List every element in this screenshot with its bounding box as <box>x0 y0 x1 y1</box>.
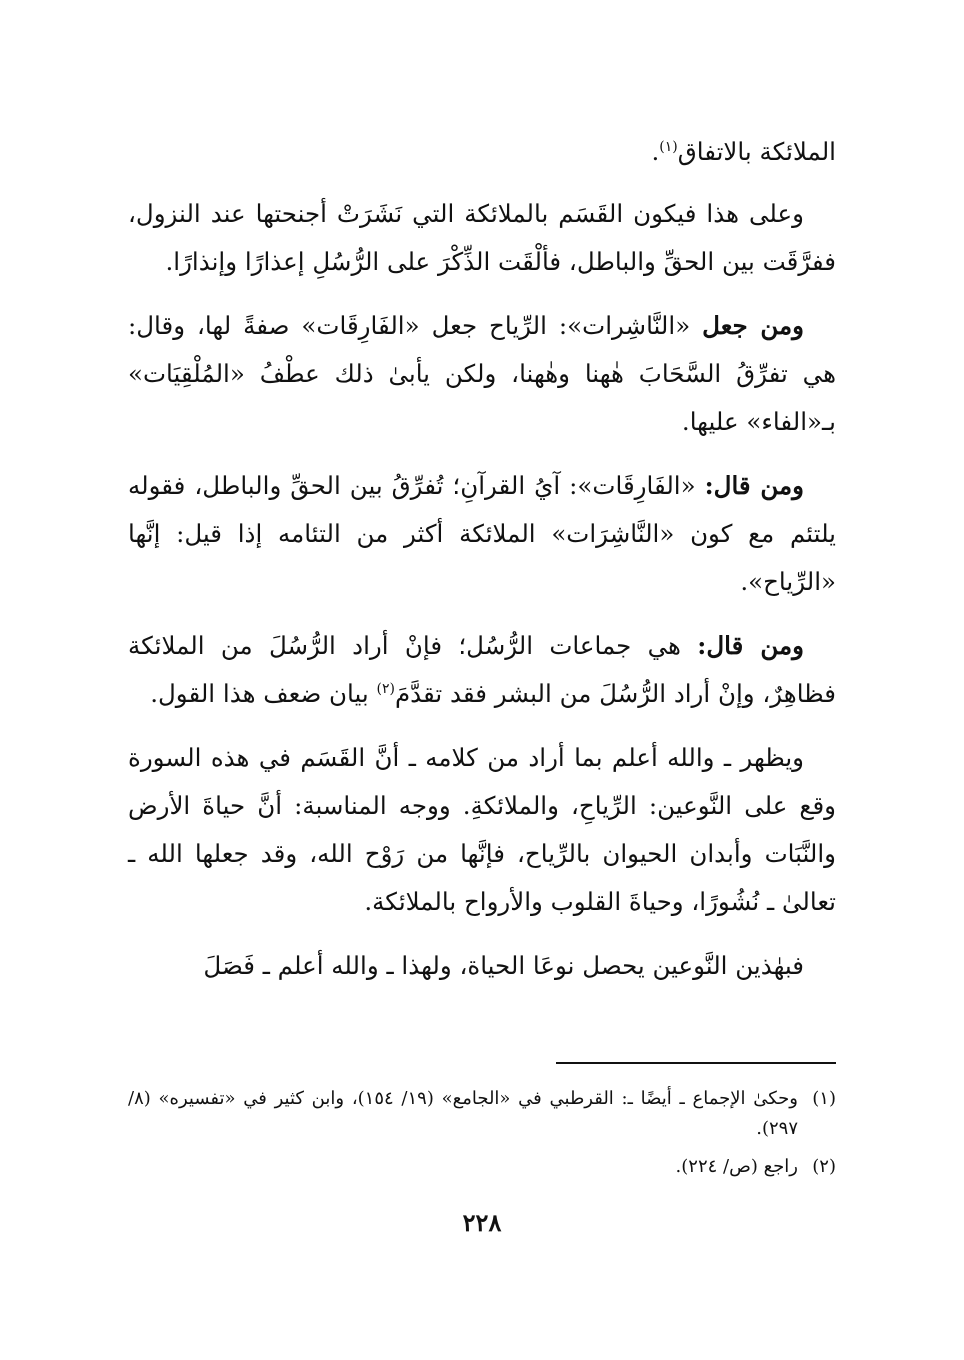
paragraph-1 <box>128 128 836 176</box>
paragraph-3 <box>128 302 836 446</box>
paragraph-4 <box>128 462 836 606</box>
footnote-text: وحكىٰ الإجماع ـ أيضًا ـ: القرطبي في «الجامع» (١٩/ ١٥٤)، وابن كثير في «تفسيره» (٨/ ٢٩٧). <box>128 1088 798 1139</box>
paragraph-tail: . <box>651 137 660 166</box>
paragraph-6 <box>128 734 836 926</box>
paragraph-2 <box>128 190 836 286</box>
paragraph-text: «الفَارِقَات»: آيُ القرآنِ؛ تُفرِّقُ بين الحقِّ والباطل، فقوله يلتئم مع كون «النَّاشِرَات» الملائكة أكثر من التئامه إذا قيل: إنَّها «الرِّياح». <box>128 471 836 596</box>
footnote-number: (٢) <box>812 1156 836 1177</box>
footnote-2 <box>128 1152 836 1182</box>
footnotes <box>128 1084 836 1190</box>
paragraph-text: الملائكة بالاتفاق <box>677 137 836 166</box>
paragraph-lead: ومن جعل <box>702 311 805 340</box>
paragraph-text: ويظهر ـ والله أعلم بما أراد من كلامه ـ أنَّ القَسَم في هذه السورة وقع على النَّوعين: الرِّياحِ، والملائكةِ. ووجه المناسبة: أنَّ حياةَ الأرض والنَّبَات وأبدان الحيوان بالرِّياح، فإنَّها من رَوْح الله، وقد جعلها الله ـ تعالىٰ ـ نُشُورًا، وحياةَ القلوب والأرواح بالملائكة. <box>128 743 836 916</box>
page-number: ٢٢٨ <box>462 1208 502 1237</box>
paragraph-7 <box>128 942 836 990</box>
footnote-1 <box>128 1084 836 1144</box>
footnote-text: راجع (ص/ ٢٢٤). <box>675 1156 798 1177</box>
footnote-divider <box>556 1062 836 1064</box>
paragraph-lead: ومن قال: <box>704 471 804 500</box>
main-text <box>128 128 836 1006</box>
paragraph-text: وعلى هذا فيكون القَسَم بالملائكة التي نَشَرَتْ أجنحتها عند النزول، ففرَّقَت بين الحقِّ والباطل، فألْقَت الذِّكْرَ على الرُّسُلِ إعذارًا وإنذارًا. <box>128 199 836 276</box>
paragraph-tail: بيان ضعف هذا القول. <box>150 679 377 708</box>
paragraph-5 <box>128 622 836 718</box>
paragraph-text: فبهٰذين النَّوعين يحصل نوعَا الحياة، ولهذا ـ والله أعلم ـ فَصَلَ <box>203 951 804 980</box>
paragraph-text: هي جماعات الرُّسُل؛ فإنْ أراد الرُّسُلَ من الملائكة فظاهِرٌ، وإنْ أراد الرُّسُلَ من البشر فقد تقدَّمَ <box>128 631 836 708</box>
footnote-ref-1: (١) <box>659 138 678 155</box>
paragraph-text: «النَّاشِرات»: الرِّياح جعل «الفَارِقَات» صفةً لها، وقال: هي تفرِّقُ السَّحَابَ هٰهنا وهٰهنا، ولكن يأبىٰ ذلك عطْفُ «المُلْقِيَات» بـ«الفاء» عليها. <box>128 311 836 436</box>
paragraph-lead: ومن قال: <box>697 631 804 660</box>
footnote-ref-2: (٢) <box>376 680 395 697</box>
footnote-number: (١) <box>812 1088 836 1109</box>
